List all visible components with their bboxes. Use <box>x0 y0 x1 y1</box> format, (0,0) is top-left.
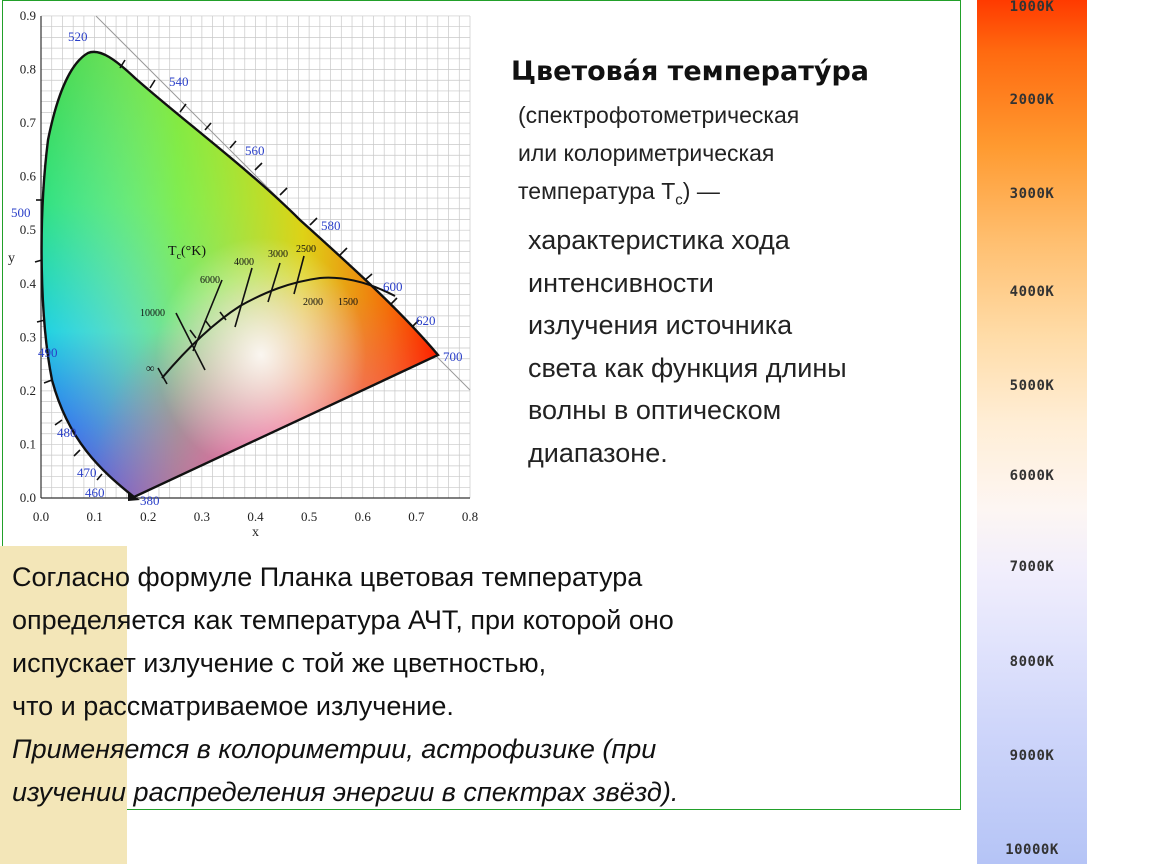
wavelength-label: 480 <box>57 425 77 440</box>
x-tick-label: 0.0 <box>32 509 50 524</box>
x-tick-label: 0.5 <box>301 509 318 524</box>
intro-line: или колориметрическая <box>518 140 775 166</box>
wavelength-label: 600 <box>383 279 403 294</box>
definition-line: волны в оптическом <box>528 395 782 425</box>
slide-title: Цветова́я температу́ра <box>511 56 870 87</box>
y-tick-label: 0.9 <box>19 7 36 23</box>
x-tick-label: 0.6 <box>354 509 371 524</box>
scale-label: 7000K <box>1009 559 1055 575</box>
planck-explanation <box>12 556 957 814</box>
x-tick-label: 0.1 <box>86 509 103 524</box>
wavelength-label: 490 <box>38 345 58 360</box>
wavelength-label: 560 <box>245 143 265 158</box>
explanation-line: что и рассматриваемое излучение. <box>12 691 454 721</box>
explanation-line: Согласно формуле Планка цветовая температура <box>12 562 643 592</box>
wavelength-label: 500 <box>11 205 31 220</box>
y-tick-label: 0.8 <box>19 61 36 77</box>
y-tick-label: 0.4 <box>19 275 36 291</box>
y-tick-label: 0.7 <box>19 115 36 131</box>
application-line: изучении распределения энергии в спектрах звёзд). <box>12 777 679 807</box>
y-axis-label: y <box>8 251 15 266</box>
locus-title: $T_c(^\circ K)$ <box>168 244 207 262</box>
wavelength-label: 470 <box>77 465 97 480</box>
wavelength-label: 700 <box>443 349 463 364</box>
scale-label: 2000K <box>1009 92 1055 108</box>
cie-chromaticity-diagram <box>0 0 490 545</box>
explanation-line: испускает излучение с той же цветностью, <box>12 648 547 678</box>
intro-line-text: температура T <box>518 178 676 204</box>
x-tick-label: 0.2 <box>140 509 157 524</box>
x-tick-label: 0.3 <box>193 509 210 524</box>
y-tick-label: 0.3 <box>19 329 36 345</box>
wavelength-label: 620 <box>416 313 436 328</box>
definition-line: характеристика хода <box>528 225 790 255</box>
wavelength-label: 380 <box>140 493 160 508</box>
scale-label: 8000K <box>1009 654 1055 670</box>
explanation-line: определяется как температура АЧТ, при которой оно <box>12 605 674 635</box>
temp-label: 2000 <box>303 297 323 308</box>
x-tick-label: 0.7 <box>408 509 425 524</box>
wavelength-label: 520 <box>68 29 88 44</box>
y-tick-label: 0.5 <box>19 222 36 238</box>
temp-label: 4000 <box>234 257 254 268</box>
scale-label: 3000K <box>1009 186 1055 202</box>
scale-label: 9000K <box>1009 748 1055 764</box>
intro-line <box>518 172 799 220</box>
scale-label: 1000K <box>1009 0 1055 15</box>
definition-paragraph <box>528 219 847 474</box>
temp-label: 6000 <box>200 275 220 286</box>
temp-label: 2500 <box>296 244 316 255</box>
y-tick-label: 0.1 <box>19 436 36 452</box>
tc-subscript: c <box>675 191 683 209</box>
scale-label: 6000K <box>1009 468 1055 484</box>
temp-label: ∞ <box>146 361 155 375</box>
intro-line: (спектрофотометрическая <box>518 102 800 128</box>
scale-label: 5000K <box>1009 378 1055 394</box>
temp-label: 1500 <box>338 297 358 308</box>
intro-paragraph <box>518 96 799 220</box>
definition-line: света как функция длины <box>528 352 847 383</box>
color-temperature-scale <box>977 0 1087 864</box>
x-tick-labels <box>33 509 478 524</box>
x-tick-label: 0.4 <box>247 509 264 524</box>
gamut-fill <box>30 40 450 510</box>
wavelength-label: 580 <box>321 218 341 233</box>
scale-label: 10000K <box>1005 842 1059 858</box>
application-line: Применяется в колориметрии, астрофизике (при <box>12 734 657 764</box>
wavelength-label: 460 <box>85 485 105 500</box>
temp-label: 10000 <box>140 308 165 319</box>
definition-line: диапазоне. <box>528 437 668 468</box>
wavelength-label: 540 <box>169 74 189 89</box>
y-tick-labels <box>20 8 37 505</box>
y-tick-label: 0.6 <box>19 168 36 184</box>
scale-label: 4000K <box>1009 284 1055 300</box>
x-axis-label: x <box>252 525 259 540</box>
definition-line: интенсивности <box>528 267 714 298</box>
temp-label: 3000 <box>268 249 288 260</box>
x-tick-label: 0.8 <box>461 509 479 524</box>
y-tick-label: 0.2 <box>19 382 36 398</box>
intro-tail: ) — <box>682 178 720 204</box>
y-tick-label: 0.0 <box>19 490 36 505</box>
definition-line: излучения источника <box>528 310 793 340</box>
